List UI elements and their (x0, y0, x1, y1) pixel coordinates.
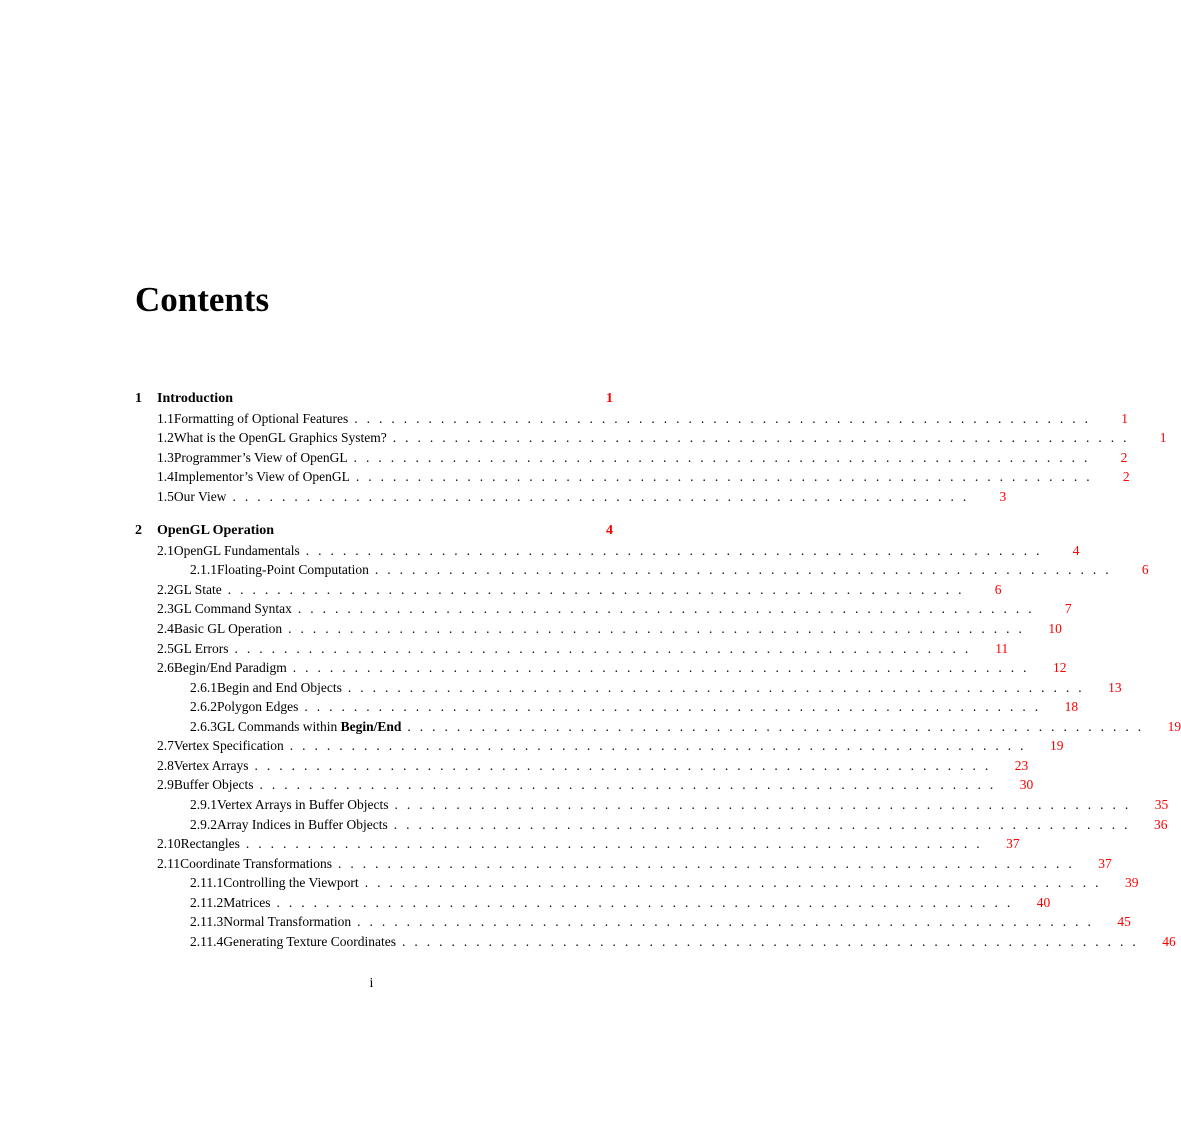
toc-entry-title (174, 619, 282, 639)
toc-entry-title-text: Buffer Objects (173, 777, 254, 792)
toc-entry-number: 1.3 (157, 450, 174, 465)
toc-section-entry[interactable] (157, 409, 1128, 429)
toc-entry-title-text: Rectangles (180, 836, 240, 851)
toc-entry-title-text: Polygon Edges (217, 699, 299, 714)
toc-section-entry[interactable] (157, 487, 1007, 507)
toc-entry-number: 2.6.2 (190, 699, 217, 714)
toc-entry-title (217, 717, 401, 737)
toc-page-link[interactable]: 37 (1098, 856, 1112, 871)
toc-dot-leader: . . . . . . . . . . . . . . . . . . . . . . . . . . . . . . . . . . . . . . . . . . . . . . . . . . . . . . . . . . . . (297, 601, 1032, 616)
toc-section-entry[interactable] (157, 775, 1034, 795)
toc-entry-title (174, 448, 348, 468)
toc-entry-number: 2.4 (157, 621, 174, 636)
toc-dot-leader: . . . . . . . . . . . . . . . . . . . . . . . . . . . . . . . . . . . . . . . . . . . . . . . . . . . . . . . . . . . . (254, 758, 989, 773)
toc-page-link[interactable]: 36 (1153, 817, 1168, 832)
toc-entry-number: 2.11.3 (190, 914, 224, 929)
toc-chapter-entry[interactable] (135, 389, 613, 409)
toc-entry-title-text: Vertex Arrays (173, 758, 249, 773)
toc-entry-number: 2.11.2 (190, 895, 224, 910)
toc-entry-title-text: GL State (173, 582, 222, 597)
toc-entry-title (217, 815, 388, 835)
toc-page-link[interactable]: 30 (1019, 777, 1034, 792)
page-number-footer: i (369, 976, 374, 991)
toc-section-entry[interactable] (157, 756, 1029, 776)
toc-entry-title-text: Floating-Point Computation (217, 562, 369, 577)
toc-entry-title (174, 639, 229, 659)
toc-page-link[interactable]: 6 (1141, 562, 1149, 577)
toc-entry-title (181, 834, 240, 854)
toc-entry-title (174, 756, 249, 776)
toc-section-entry[interactable] (157, 428, 1167, 448)
toc-dot-leader: . . . . . . . . . . . . . . . . . . . . . . . . . . . . . . . . . . . . . . . . . . . . . . . . . . . . . . . . . . . . (288, 621, 1022, 636)
toc-dot-leader: . . . . . . . . . . . . . . . . . . . . . . . . . . . . . . . . . . . . . . . . . . . . . . . . . . . . . . . . . . . . (276, 895, 1011, 910)
toc-dot-leader: . . . . . . . . . . . . . . . . . . . . . . . . . . . . . . . . . . . . . . . . . . . . . . . . . . . . . . . . . . . . (305, 543, 1040, 558)
toc-section-entry[interactable] (157, 658, 1067, 678)
toc-entry-title-text: Begin and End Objects (217, 680, 342, 695)
toc-entry-number: 1.1 (157, 411, 174, 426)
toc-entry-number: 2.7 (157, 738, 174, 753)
toc-dot-leader: . . . . . . . . . . . . . . . . . . . . . . . . . . . . . . . . . . . . . . . . . . . . . . . . . . . . . . . . . . . . (234, 641, 969, 656)
toc-entry-number: 2.6.3 (190, 719, 217, 734)
toc-page-link[interactable]: 10 (1048, 621, 1062, 636)
toc-page-link[interactable]: 13 (1108, 680, 1122, 695)
toc-section-entry[interactable] (190, 873, 1139, 893)
toc-entry-title-text: Generating Texture Coordinates (223, 934, 397, 949)
toc-page-link[interactable]: 45 (1117, 914, 1131, 929)
toc-page-link[interactable]: 2 (1122, 469, 1130, 484)
toc-entry-number: 2.8 (157, 758, 174, 773)
toc-section-entry[interactable] (157, 448, 1128, 468)
toc-entry-title (174, 409, 348, 429)
toc-entry-title (217, 795, 388, 815)
toc-entry-title-text: Coordinate Transformations (180, 856, 332, 871)
toc-entry-title-bold: Begin/End (340, 719, 402, 734)
toc-entry-number: 2.2 (157, 582, 174, 597)
toc-entry-number: 2.1.1 (190, 562, 217, 577)
toc-dot-leader: . . . . . . . . . . . . . . . . . . . . . . . . . . . . . . . . . . . . . . . . . . . . . . . . . . . . . . . . . . . . (304, 699, 1039, 714)
toc-entry-number: 2 (135, 523, 142, 538)
toc-page-link[interactable]: 7 (1064, 601, 1072, 616)
toc-entry-number: 2.10 (157, 836, 181, 851)
toc-dot-leader: . . . . . . . . . . . . . . . . . . . . . . . . . . . . . . . . . . . . . . . . . . . . . . . . . . . . . . . . . . . . (355, 469, 1090, 484)
toc-entry-title-text: GL Commands within (217, 719, 341, 734)
toc-page-link[interactable]: 46 (1162, 934, 1176, 949)
toc-entry-number: 2.9.2 (190, 817, 217, 832)
toc-entry-title (217, 697, 298, 717)
toc-page-link[interactable]: 18 (1064, 699, 1079, 714)
toc-entry-number: 2.6.1 (190, 680, 217, 695)
toc-entry-title (157, 389, 233, 409)
toc-page-link[interactable]: 1 (1159, 430, 1167, 445)
toc-section-entry[interactable] (190, 893, 1051, 913)
toc-entry-title-text: Vertex Specification (173, 738, 284, 753)
toc-page-link[interactable]: 19 (1167, 719, 1181, 734)
toc-entry-title-text: Vertex Arrays in Buffer Objects (217, 797, 389, 812)
toc-entry-title (223, 873, 358, 893)
toc-dot-leader: . . . . . . . . . . . . . . . . . . . . . . . . . . . . . . . . . . . . . . . . . . . . . . . . . . . . . . . . . . . . (245, 836, 980, 851)
toc-entry-title (180, 854, 332, 874)
toc-page-link[interactable]: 40 (1036, 895, 1051, 910)
toc-dot-leader: . . . . . . . . . . . . . . . . . . . . . . . . . . . . . . . . . . . . . . . . . . . . . . . . . . . . . . . . . . . . (393, 817, 1128, 832)
toc-dot-leader: . . . . . . . . . . . . . . . . . . . . . . . . . . . . . . . . . . . . . . . . . . . . . . . . . . . . . . . . . . . . (392, 430, 1127, 445)
toc-entry-title (174, 487, 227, 507)
toc-entry-number: 1.2 (157, 430, 174, 445)
toc-entry-title-text: Basic GL Operation (173, 621, 283, 636)
toc-entry-title-text: Programmer’s View of OpenGL (173, 450, 348, 465)
toc-entry-title-text: GL Errors (173, 641, 229, 656)
toc-dot-leader: . . . . . . . . . . . . . . . . . . . . . . . . . . . . . . . . . . . . . . . . . . . . . . . . . . . . . . . . . . . . (338, 856, 1072, 871)
toc-entry-title-text: What is the OpenGL Graphics System? (173, 430, 387, 445)
toc-page-link[interactable]: 12 (1053, 660, 1067, 675)
toc-entry-title (223, 932, 396, 952)
toc-section-entry[interactable] (157, 834, 1020, 854)
toc-entry-title (174, 599, 292, 619)
toc-entry-number: 2.1 (157, 543, 174, 558)
toc-entry-title-text: Controlling the Viewport (223, 875, 359, 890)
page-title: Contents (135, 280, 270, 319)
toc-entry-title-text: Implementor’s View of OpenGL (173, 469, 350, 484)
toc-entry-number: 2.6 (157, 660, 174, 675)
toc-section-entry[interactable] (190, 795, 1169, 815)
toc-entry-title-text: GL Command Syntax (173, 601, 292, 616)
toc-entry-number: 1.4 (157, 469, 174, 484)
toc-section-entry[interactable] (190, 678, 1122, 698)
toc-section-entry[interactable] (157, 854, 1112, 874)
toc-page-link[interactable]: 4 (1072, 543, 1080, 558)
toc-entry-title (174, 736, 284, 756)
toc-entry-title-text: Matrices (223, 895, 271, 910)
toc-entry-title (174, 775, 254, 795)
toc-dot-leader: . . . . . . . . . . . . . . . . . . . . . . . . . . . . . . . . . . . . . . . . . . . . . . . . . . . . . . . . . . . . (364, 875, 1099, 890)
toc-dot-leader: . . . . . . . . . . . . . . . . . . . . . . . . . . . . . . . . . . . . . . . . . . . . . . . . . . . . . . . . . . . . (402, 934, 1136, 949)
toc-section-entry[interactable] (190, 560, 1149, 580)
toc-entry-title (217, 560, 369, 580)
toc-entry-title (174, 467, 350, 487)
toc-section-entry[interactable] (157, 580, 1002, 600)
toc-entry-title (157, 521, 274, 541)
toc-section-entry[interactable] (157, 599, 1072, 619)
toc-chapter-entry[interactable] (135, 521, 613, 541)
toc-dot-leader: . . . . . . . . . . . . . . . . . . . . . . . . . . . . . . . . . . . . . . . . . . . . . . . . . . . . . . . . . . . . (407, 719, 1142, 734)
toc-page-link[interactable]: 19 (1049, 738, 1064, 753)
toc-entry-number: 2.11.1 (190, 875, 224, 890)
toc-entry-number: 2.9 (157, 777, 174, 792)
toc-section-entry[interactable] (190, 717, 1181, 737)
toc-dot-leader: . . . . . . . . . . . . . . . . . . . . . . . . . . . . . . . . . . . . . . . . . . . . . . . . . . . . . . . . . . . . (354, 411, 1088, 426)
toc-page-link[interactable]: 1 (606, 391, 613, 406)
toc-dot-leader: . . . . . . . . . . . . . . . . . . . . . . . . . . . . . . . . . . . . . . . . . . . . . . . . . . . . . . . . . . . . (374, 562, 1109, 577)
toc-entry-number: 2.5 (157, 641, 174, 656)
toc-section-entry[interactable] (190, 815, 1168, 835)
toc-entry-title (174, 428, 387, 448)
toc-page-link[interactable]: 2 (1120, 450, 1128, 465)
toc-entry-title-text: Normal Transformation (223, 914, 352, 929)
toc-entry-title (174, 658, 287, 678)
toc-dot-leader: . . . . . . . . . . . . . . . . . . . . . . . . . . . . . . . . . . . . . . . . . . . . . . . . . . . . . . . . . . . . (353, 450, 1088, 465)
toc-page-link[interactable]: 37 (1006, 836, 1020, 851)
toc-dot-leader: . . . . . . . . . . . . . . . . . . . . . . . . . . . . . . . . . . . . . . . . . . . . . . . . . . . . . . . . . . . . (259, 777, 994, 792)
toc-page-link[interactable]: 1 (1121, 411, 1128, 426)
toc-section-entry[interactable] (190, 912, 1131, 932)
toc-entry-number: 2.11 (157, 856, 181, 871)
toc-entry-title-text: OpenGL Operation (157, 523, 275, 538)
toc-entry-title-text: Formatting of Optional Features (173, 411, 349, 426)
toc-page-link[interactable]: 39 (1124, 875, 1139, 890)
toc-section-entry[interactable] (190, 697, 1079, 717)
toc-page-link[interactable]: 6 (994, 582, 1002, 597)
toc-dot-leader: . . . . . . . . . . . . . . . . . . . . . . . . . . . . . . . . . . . . . . . . . . . . . . . . . . . . . . . . . . . . (289, 738, 1024, 753)
toc-section-entry[interactable] (157, 619, 1062, 639)
toc-entry-number: 1 (135, 391, 142, 406)
toc-entry-title-text: OpenGL Fundamentals (173, 543, 300, 558)
toc-section-entry[interactable] (157, 736, 1064, 756)
toc-dot-leader: . . . . . . . . . . . . . . . . . . . . . . . . . . . . . . . . . . . . . . . . . . . . . . . . . . . . . . . . . . . . (227, 582, 962, 597)
toc-page-link[interactable]: 11 (995, 641, 1009, 656)
toc-entry-title (174, 580, 222, 600)
toc-section-entry[interactable] (157, 639, 1009, 659)
toc-section-entry[interactable] (190, 932, 1176, 952)
toc-page-link[interactable]: 3 (999, 489, 1007, 504)
toc-entry-number: 2.3 (157, 601, 174, 616)
toc-entry-title (174, 541, 300, 561)
toc-page-link[interactable]: 23 (1014, 758, 1029, 773)
toc-entry-title-text: Begin/End Paradigm (173, 660, 287, 675)
toc-dot-leader: . . . . . . . . . . . . . . . . . . . . . . . . . . . . . . . . . . . . . . . . . . . . . . . . . . . . . . . . . . . . (347, 680, 1082, 695)
toc-entry-title-text: Our View (173, 489, 227, 504)
toc-entry-title (217, 678, 342, 698)
toc-page-link[interactable]: 4 (606, 523, 613, 538)
toc-page-link[interactable]: 35 (1154, 797, 1169, 812)
toc-dot-leader: . . . . . . . . . . . . . . . . . . . . . . . . . . . . . . . . . . . . . . . . . . . . . . . . . . . . . . . . . . . . (394, 797, 1129, 812)
toc-entry-title-text: Introduction (157, 391, 233, 406)
toc-dot-leader: . . . . . . . . . . . . . . . . . . . . . . . . . . . . . . . . . . . . . . . . . . . . . . . . . . . . . . . . . . . . (357, 914, 1091, 929)
toc-dot-leader: . . . . . . . . . . . . . . . . . . . . . . . . . . . . . . . . . . . . . . . . . . . . . . . . . . . . . . . . . . . . (232, 489, 967, 504)
toc-entry-number: 1.5 (157, 489, 174, 504)
toc-section-entry[interactable] (157, 541, 1080, 561)
toc-entry-title (223, 912, 351, 932)
toc-entry-number: 2.9.1 (190, 797, 217, 812)
toc-dot-leader: . . . . . . . . . . . . . . . . . . . . . . . . . . . . . . . . . . . . . . . . . . . . . . . . . . . . . . . . . . . . (292, 660, 1027, 675)
toc-entry-number: 2.11.4 (190, 934, 224, 949)
toc-entry-title-text: Array Indices in Buffer Objects (217, 817, 388, 832)
toc-entry-title (223, 893, 270, 913)
toc-section-entry[interactable] (157, 467, 1130, 487)
